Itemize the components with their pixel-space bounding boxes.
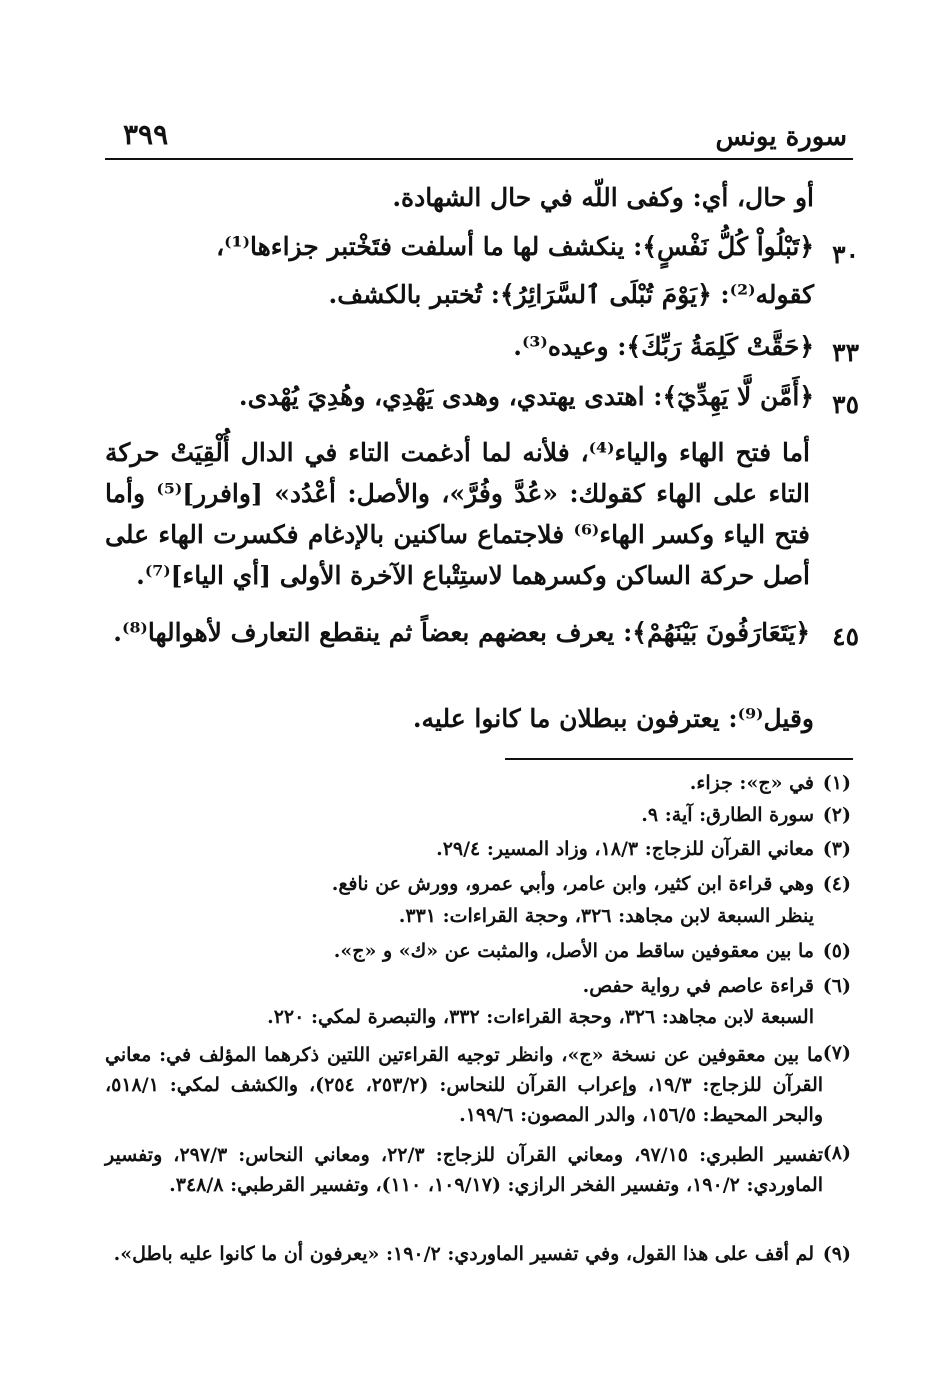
footnote-3-number: (٣) (822, 838, 851, 860)
footnote-8: تفسير الطبري: ٩٧/١٥، ومعاني القرآن للزجاج: ٢٢/٣، ومعاني النحاس: ٢٩٧/٣، وتفسير الماوردي: ١٩٠/٢، وتفسير الفخر الرازي: (١٠٩/١٧، ١١٠)، وتفسير القرطبي: ٣٤٨/٨. (105, 1144, 823, 1196)
footnote-4-line-1: وهي قراءة ابن كثير، وابن عامر، وأبي عمرو، وورش عن نافع. (331, 873, 814, 895)
page-header (105, 118, 853, 160)
verse-33-line: ﴿حَقَّتْ كَلِمَةُ رَبِّكَ﴾: وعيده⁽³⁾. (513, 332, 814, 361)
verse-45-commentary: ﴿يَتَعَارَفُونَ بَيْنَهُمْ﴾: يعرف بعضهم بعضاً ثم ينقطع التعارف لأهوالها⁽⁸⁾. (113, 618, 810, 647)
footnote-7: ما بين معقوفين عن نسخة «ج»، وانظر توجيه القراءتين اللتين ذكرهما المؤلف في: معاني القرآن للزجاج: ١٩/٣، وإعراب القرآن للنحاس: (٢٥٣/٢، ٢٥٤)، والكشف لمكي: ٥١٨/١، والبحر المحيط: ١٥٦/٥، والدر المصون: ١٩٩/٦. (105, 1044, 824, 1126)
footnote-4-line-2: ينظر السبعة لابن مجاهد: ٣٢٦، وحجة القراءات: ٣٣١. (398, 905, 814, 927)
verse-45-line-2: وقيل⁽⁹⁾: يعترفون ببطلان ما كانوا عليه. (412, 704, 814, 733)
footnote-5-number: (٥) (822, 940, 851, 962)
footnote-6-line-1: قراءة عاصم في رواية حفص. (582, 975, 814, 997)
verse-number-45: ٤٥ (832, 622, 859, 651)
footnote-4-number: (٤) (822, 873, 851, 895)
footnote-6-number: (٦) (822, 975, 851, 997)
footnote-3: معاني القرآن للزجاج: ١٨/٣، وزاد المسير: ٢٩/٤. (436, 838, 814, 860)
footnote-9-number: (٩) (822, 1243, 851, 1265)
page-number: ٣٩٩ (123, 118, 169, 151)
footnote-1-number: (١) (822, 772, 851, 794)
verse-number-30: ٣٠ (832, 240, 859, 269)
footnote-9: لم أقف على هذا القول، وفي تفسير الماوردي: ١٩٠/٢: «يعرفون أن ما كانوا عليه باطل». (113, 1243, 814, 1265)
footnote-5: ما بين معقوفين ساقط من الأصل، والمثبت عن «ك» و «ج». (333, 940, 814, 962)
verse-30-line-2: كقوله⁽²⁾: ﴿يَوْمَ تُبْلَى ٱلسَّرَائِرُ﴾: تُختبر بالكشف. (328, 280, 814, 309)
verse-35-line: ﴿أَمَّن لَّا يَهِدِّيٓ﴾: اهتدى يهتدي، وهدى يَهْدِي، وهُدِيَ يُهْدى. (238, 382, 814, 411)
footnote-7-number: (٧) (822, 1042, 851, 1064)
footnote-2-number: (٢) (822, 804, 851, 826)
verse-35-commentary: أما فتح الهاء والياء⁽⁴⁾، فلأنه لما أدغمت التاء في الدال أُلْقِيَتْ حركة التاء على الهاء كقولك: «عُدَّ وفُرَّ»، والأصل: أعْدُد» [وافرر]⁽⁵⁾ وأما فتح الياء وكسر الهاء⁽⁶⁾ فلاجتماع ساكنين بالإدغام فكسرت الهاء على أصل حركة الساكن وكسرهما لاستِتْباع الآخرة الأولى [أي الياء]⁽⁷⁾. (105, 438, 810, 590)
footnote-1: في «ج»: جزاء. (689, 772, 814, 794)
footnote-6-line-2: السبعة لابن مجاهد: ٣٢٦، وحجة القراءات: ٣٣٢، والتبصرة لمكي: ٢٢٠. (267, 1006, 814, 1028)
verse-number-33: ٣٣ (832, 338, 859, 367)
verse-number-35: ٣٥ (832, 390, 859, 419)
intro-line: أو حال، أي: وكفى اللّه في حال الشهادة. (392, 183, 814, 212)
footnote-8-number: (٨) (822, 1142, 851, 1164)
footnote-divider (505, 758, 853, 760)
surah-title: سورة يونس (715, 122, 847, 152)
footnote-2: سورة الطارق: آية: ٩. (641, 804, 814, 826)
verse-30-line-1: ﴿تَبْلُواْ كُلُّ نَفْسٍ﴾: ينكشف لها ما أسلفت فتَخْتبر جزاءها⁽¹⁾، (216, 232, 814, 261)
